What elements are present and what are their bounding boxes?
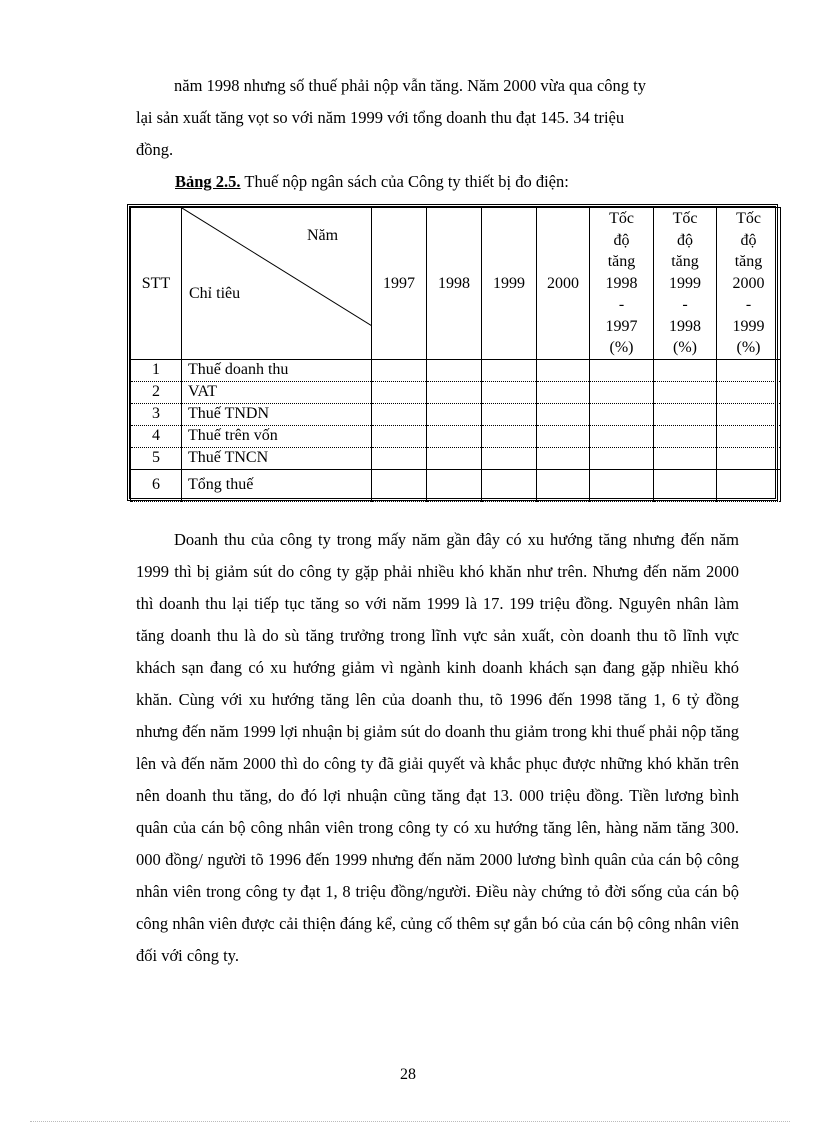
empty-cell [482, 381, 537, 403]
empty-cell [537, 381, 590, 403]
paragraph-intro [136, 70, 739, 166]
empty-cell [590, 447, 654, 469]
empty-cell [717, 359, 781, 381]
empty-cell [372, 403, 427, 425]
empty-cell [717, 447, 781, 469]
table-row [131, 425, 781, 447]
empty-cell [590, 425, 654, 447]
intro-line-2: lại sản xuất tăng vọt so với năm 1999 với tổng doanh thu đạt 145. 34 triệu [136, 108, 625, 127]
row-name: Thuế doanh thu [182, 359, 372, 381]
growth-text: (%) [736, 339, 761, 356]
growth-text: Tốc [609, 210, 634, 227]
header-growth-2000-1999 [717, 208, 781, 360]
empty-cell [537, 403, 590, 425]
row-stt: 1 [131, 359, 182, 381]
header-stt: STT [131, 208, 182, 360]
table-caption-text: Thuế nộp ngân sách của Công ty thiết bị đo điện: [240, 172, 569, 191]
header-growth-1999-1998 [654, 208, 717, 360]
empty-cell [372, 425, 427, 447]
empty-cell [717, 381, 781, 403]
header-criteria-label: Chỉ tiêu [189, 285, 241, 302]
diagonal-line [182, 208, 372, 355]
empty-cell [482, 469, 537, 501]
empty-cell [537, 425, 590, 447]
empty-cell [654, 381, 717, 403]
empty-cell [482, 403, 537, 425]
growth-text: độ [677, 231, 693, 249]
growth-text: 1998 [669, 317, 701, 335]
table-row-total [131, 469, 781, 501]
growth-text: Tốc [672, 210, 698, 227]
empty-cell [427, 359, 482, 381]
empty-cell [427, 381, 482, 403]
growth-text: tăng [607, 253, 636, 270]
empty-cell [537, 447, 590, 469]
empty-cell [427, 447, 482, 469]
growth-text: - [682, 296, 688, 313]
growth-text: - [745, 296, 752, 313]
empty-cell [372, 359, 427, 381]
row-name: Thuế TNDN [182, 403, 372, 425]
row-name: Thuế trên vốn [182, 425, 372, 447]
growth-text: độ [613, 231, 630, 249]
header-diagonal-cell [182, 208, 372, 360]
empty-cell [482, 359, 537, 381]
empty-cell [654, 425, 717, 447]
row-name: VAT [182, 381, 372, 403]
empty-cell [372, 447, 427, 469]
growth-text: 1997 [605, 317, 638, 335]
empty-cell [590, 381, 654, 403]
header-year: 1998 [427, 208, 482, 360]
table-header-row [131, 208, 781, 360]
growth-text: (%) [673, 339, 697, 356]
growth-text: 1998 [605, 274, 638, 292]
header-year-label: Năm [307, 227, 339, 244]
row-stt: 2 [131, 381, 182, 403]
empty-cell [654, 403, 717, 425]
row-name: Tổng thuế [182, 469, 372, 501]
paragraph-analysis: Doanh thu của công ty trong mấy năm gần đây có xu hướng tăng nhưng đến năm 1999 thì bị giảm sút do công ty gặp phải nhiều khó khăn như trên. Nhưng đến năm 2000 thì doanh thu lại tiếp tục tăng so với năm 1999 là 17. 199 triệu đồng. Nguyên nhân làm tăng doanh thu là do sù tăng trưởng trong lĩnh vực sản xuất, còn doanh thu tõ lĩnh vực khách sạn đang có xu hướng giảm vì ngành kinh doanh khách sạn đang gặp nhiều khó khăn. Cùng với xu hướng tăng lên của doanh thu, tõ 1996 đến 1998 tăng 1, 6 tỷ đồng nhưng đến năm 1999 lợi nhuận bị giảm sút do doanh thu giảm trong khi thuế phải nộp tăng lên và đến năm 2000 thì do công ty đã giải quyết và khắc phục được những khó khăn trên nên doanh thu tăng, do đó lợi nhuận cũng tăng đạt 13. 000 triệu đồng. Tiền lương bình quân của cán bộ công nhân viên trong công ty có xu hướng tăng lên, hàng năm tăng 300. 000 đồng/ người tõ 1996 đến 1999 nhưng đến năm 2000 lương bình quân của cán bộ công nhân viên trong công ty đạt 1, 8 triệu đồng/người. Điều này chứng tỏ đời sống của cán bộ công nhân viên được cải thiện đáng kể, củng cố thêm sự gắn bó của cán bộ công nhân viên đối với công ty. [136, 530, 739, 965]
header-year: 1997 [372, 208, 427, 360]
growth-text: tăng [734, 253, 763, 270]
table-row [131, 359, 781, 381]
growth-text: tăng [671, 253, 699, 270]
empty-cell [654, 469, 717, 501]
empty-cell [482, 425, 537, 447]
growth-text: 1999 [669, 274, 701, 292]
table-caption-label: Bảng 2.5. [175, 172, 241, 191]
empty-cell [372, 469, 427, 501]
empty-cell [537, 359, 590, 381]
empty-cell [372, 381, 427, 403]
empty-cell [717, 403, 781, 425]
table-row [131, 381, 781, 403]
tax-table [127, 204, 778, 501]
header-growth-1998-1997 [590, 208, 654, 360]
intro-line-1: năm 1998 nhưng số thuế phải nộp vẫn tăng. Năm 2000 vừa qua công ty [174, 76, 647, 95]
growth-text: 2000 [732, 274, 765, 292]
row-stt: 4 [131, 425, 182, 447]
row-name: Thuế TNCN [182, 447, 372, 469]
growth-text: độ [740, 231, 757, 249]
growth-text: - [618, 296, 625, 313]
growth-text: Tốc [736, 210, 761, 227]
empty-cell [590, 469, 654, 501]
empty-cell [590, 403, 654, 425]
footer-divider [30, 1121, 790, 1122]
empty-cell [654, 447, 717, 469]
header-year: 1999 [482, 208, 537, 360]
page-number: 28 [400, 1066, 416, 1083]
header-year: 2000 [537, 208, 590, 360]
empty-cell [590, 359, 654, 381]
empty-cell [717, 425, 781, 447]
empty-cell [654, 359, 717, 381]
growth-text: (%) [609, 339, 634, 356]
row-stt: 3 [131, 403, 182, 425]
empty-cell [427, 425, 482, 447]
table-row [131, 403, 781, 425]
empty-cell [717, 469, 781, 501]
empty-cell [482, 447, 537, 469]
row-stt: 5 [131, 447, 182, 469]
growth-text: 1999 [732, 317, 765, 335]
intro-line-3: đồng. [136, 140, 174, 159]
table-caption [175, 172, 569, 192]
row-stt: 6 [131, 469, 182, 501]
empty-cell [427, 403, 482, 425]
table-row [131, 447, 781, 469]
empty-cell [427, 469, 482, 501]
empty-cell [537, 469, 590, 501]
